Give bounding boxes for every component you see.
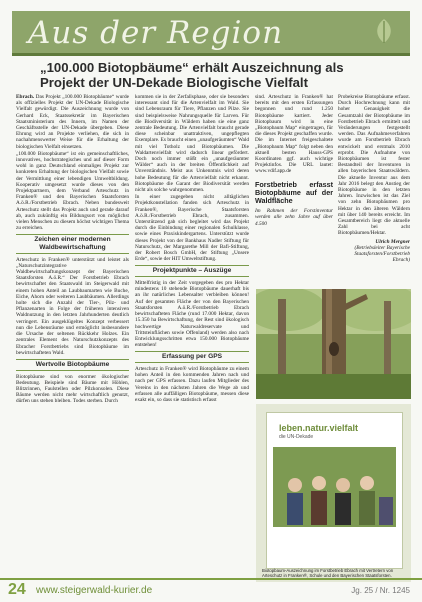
banner-title: Aus der Region: [28, 15, 284, 51]
paragraph: Biotopbäume sind von enormer ökologischer Bedeutung. Beispiele sind Bäume mit Höhlen, Blitzrinnen, Faulstellen oder Pilzkonsolen. Diese Bäume werden nicht mehr wirtschaftlich genutzt, dürfen uns stehen bleiben. Todes sterben. Durch: [16, 373, 129, 405]
leaf-icon: [372, 17, 396, 45]
poster-subtitle: die UN-Dekade: [279, 434, 314, 440]
issue-info: Jg. 25 / Nr. 1245: [351, 586, 410, 595]
article-column-3: [255, 94, 333, 228]
ceremony-photo: [256, 404, 411, 582]
photo-caption: Biotopbaum-Auszeichnung im Forstbetrieb Ebrach mit Vertretern von Arteschutz in Franken®, Schule und den Bayerischen Staatsforsten.: [262, 568, 394, 578]
article-column-4: [338, 94, 410, 263]
article-column-2: [135, 94, 249, 404]
paragraph: kommen sie in der Zerfallsphase, oder sie besonders interessant sind für die Artenvielfalt im Wald. Sie sind Lebensraum für Tiere, Pflanzen und Pilze. Sie sind beispielsweise Nahrungsquelle für Larven. Für die Biodiversität in Wäldern haben sie eine ganz zentrale Bedeutung. Die Artenvielfalt braucht gerade diese scheinbar unattraktiven, ungepflegten Exemplare. Es braucht einen „unaufgeräumten“ Wald mit viel Totholz und Biotopbäumen. Die Waldartenvielfalt wird dadurch linear gefördert. Doch noch immer stößt ein „unaufgeräumter Wälder“ auch in der breiten Öffentlichkeit auf Unverständnis. Meist aus Unkenntnis wird deren hohe Bedeutung für die Artenvielfalt nicht erkannt. Biotopbäume die Garant der Biodiversität werden nicht als solche wahrgenommen.: [135, 94, 249, 194]
subheading: Wertvolle Biotopbäume: [16, 359, 129, 371]
page-number: 24: [8, 581, 26, 598]
subheading: Zeichen einer modernen Waldbewirtschaftung: [16, 234, 129, 253]
subheading: Projektpunkte – Auszüge: [135, 265, 249, 277]
paragraph: Das Projekt „100.000 Biotopbäume“ wurde als offizielles Projekt der UN-Dekade Biologische Vielfalt gewürdigt. Die Auszeichnung wurde von Gerhard Eck, Staatssekretär im Bayerischen Staatsministerium des Innern, im Namen der Geschäftsstelle der UN-Dekade übergeben. Diese Ehrung wird an Projekte verliehen, die sich in nachahmenswerter Weise für die Erhaltung der biologischen Vielfalt einsetzen.: [16, 94, 129, 150]
site-url[interactable]: www.steigerwald-kurier.de: [36, 585, 153, 596]
sidebar-intro: Im Rahmen der Forstinventur werden alle zehn Jahre auf über 4.500: [255, 208, 333, 227]
paragraph: „100.000 Biotopbäume“ ist ein gemeinschaftliches, innovatives, hochstrategisches und auf dieser Form wohl in ganz Deutschland einmaliges Projekt zur konkreten Erhaltung der biologischen Vielfalt sowie der Vermittlung einer lebendigen Umweltbildung. Kooperativ umgesetzt wurde dieses von den Projektpartnern, dem Verband Arteschutz in Franken® und den Bayerischen Staatsforsten A.ö.R./Forstbetrieb Ebrach. Neben bundesweit Arteschutz stellt das Projekt auch und gerade darauf ab, auch zukünftig ein Bildungsort von möglichst vielen Menschen zu diesem höchst wichtigen Thema zu erreichen.: [16, 150, 129, 232]
author-signature: Ulrich Mergner: [375, 238, 410, 245]
page-footer: [0, 578, 422, 602]
forest-image: [256, 289, 411, 399]
article-column-1: [16, 94, 129, 406]
sidebar-heading: Forstbetrieb erfasst Biotopbäume auf der Waldfläche: [255, 179, 333, 206]
paragraph: Arteschutz in Franken® unterstützt und leistet als „Naturschutzintegrative Waldbewirtschaftungskonzept der Bayerischen Staatsforsten A.ö.R.“ Der Forstbetrieb Ebrach bewirtschaftet den Staatswald im Steigerwald mit einem hohen Anteil an Laubbaumarten wie Buche, Eiche, Ahorn oder weiteren Laubbäumen. Allerdings holte sich die Anzahl der Tier-, Pilz- und Pflanzenarten in Folge der früheren intensiven Waldnutzung in den letzten Jahrhunderten deutlich verringert. Ein ausgeklügeltes Konzept verbessert nun die Lebensräume und ermöglicht insbesondere die Ursache der seltenen Rückkehr Holzes. Ein zentrales Element des Naturschutzkonzepts des Ebracher Forstbetriebs sind Biotopbäume im bewirtschafteten Wald.: [16, 256, 129, 356]
un-decade-poster: [266, 412, 403, 569]
article-headline: „100.000 Biotopbäume“ erhält Auszeichnung als Projekt der UN-Dekade Biologische Vielfalt: [40, 60, 344, 90]
dateline: Ebrach.: [16, 94, 35, 100]
subheading: Erfassung per GPS: [135, 351, 249, 363]
region-banner: [12, 11, 410, 56]
group-photo: [267, 445, 402, 565]
paragraph: Arteschutz in Franken® wird Biotopbäume zu einem hohen Anteil in den kommenden Jahren nach und nach per GPS erfassen. Dazu laufen Mitglieder des Vereins in den nächsten Jahren die Wege ab und erfassen alle auffälligen Biotopbäume, messen diese exakt ein, so dass sie statistisch erfasst: [135, 365, 249, 403]
paragraph: In einer zugegeben nicht alltäglichen Projektkonstellation fanden sich Arteschutz in Franken®, Bayerische Staatsforsten A.ö.R./Forstbetrieb Ebrach, zusammen. Unterstützend gab sich begleitet wird das Projekt durch die Einbindung einer regionalen Schulklasse, sowie eines Praxiskindergartens. Unterstützt wurde dieses Projekt von der Bankhaus Nadler Stiftung für Naturschutz, der Margarethe Mill der Bafi-Stiftung, der Robert Bosch GmbH, der Stiftung „Unsere Erde“, sowie der HIT Umweltstiftung.: [135, 194, 249, 263]
paragraph: sind. Arteschutz in Franken® hat bereits mit den ersten Erfassungen begonnen und rund 1.250 Biotopbäume kartiert. Jeder Biotopbaum wird in eine „Biotopbaum Map“ eingetragen, für die dieses Projekt geschaffen wurde. Die im Internet freigeschaltete „Biotopbaum Map“ folgt neben den aktuell besten Hauss-GPS Koordinaten ggf. auch wichtige Projektinfos. Die URL lautet: www.vdif.app.de: [255, 94, 333, 175]
paragraph: Probekreise Biotopbäume erfasst. Durch Hochrechnung kann mit hoher Genauigkeit die Gesamtzahl der Biotopbäume im Forstbetrieb Ebrach ermittelt und Veränderungen festgestellt werden. Das Aufnahmeverfahren wurde am Forstbetrieb Ebrach entwickelt und erstmals 2010 erprobt. Die Aufnahme von Biotopbäumen ist fester Bestandteil der Inventuren in allen bayerischen Staatswäldern. Die aktuelle Inventur aus dem Jahr 2016 belegt den Anstieg der Biotopbäume in den letzten Jahren. Inzwischen ist das Ziel von zehn Biotopbäumen pro Hektar in den älteren Wäldern mit über 140 bereits erreicht. Im Gesamtbereich liegt die aktuelle Zahl bei acht Biotopbäumen/Hektar.: [338, 94, 410, 237]
forest-photo: [256, 289, 411, 399]
paragraph: Mittelfristig in der Zeit vorgegeben des pro Hektar mindestens 10 stehende Biotopbäume dauerhaft bis an ihr natürliches Lebensalter verbleiben können! Auf der gesamten Fläche der von den Bayerischen Staatsforsten A.ö.R./Forstbetrieb Ebrach bewirtschafteten Fläche (rund 17.000 Hektar, davon 15.350 ha Bewirtschaftung, der Rest sind ökologisch hochwertige Naturwaldreservate und Trittsteinflächen sowie Offenland) werden also nach Entwicklungsschritten etwa 150.000 Biotopbäume entstehen!: [135, 280, 249, 349]
poster-title: leben.natur.vielfalt: [279, 423, 359, 433]
author-role: (Betriebsleiter Bayerische Staatsforsten/Forstbetrieb Ebrach): [354, 244, 410, 264]
